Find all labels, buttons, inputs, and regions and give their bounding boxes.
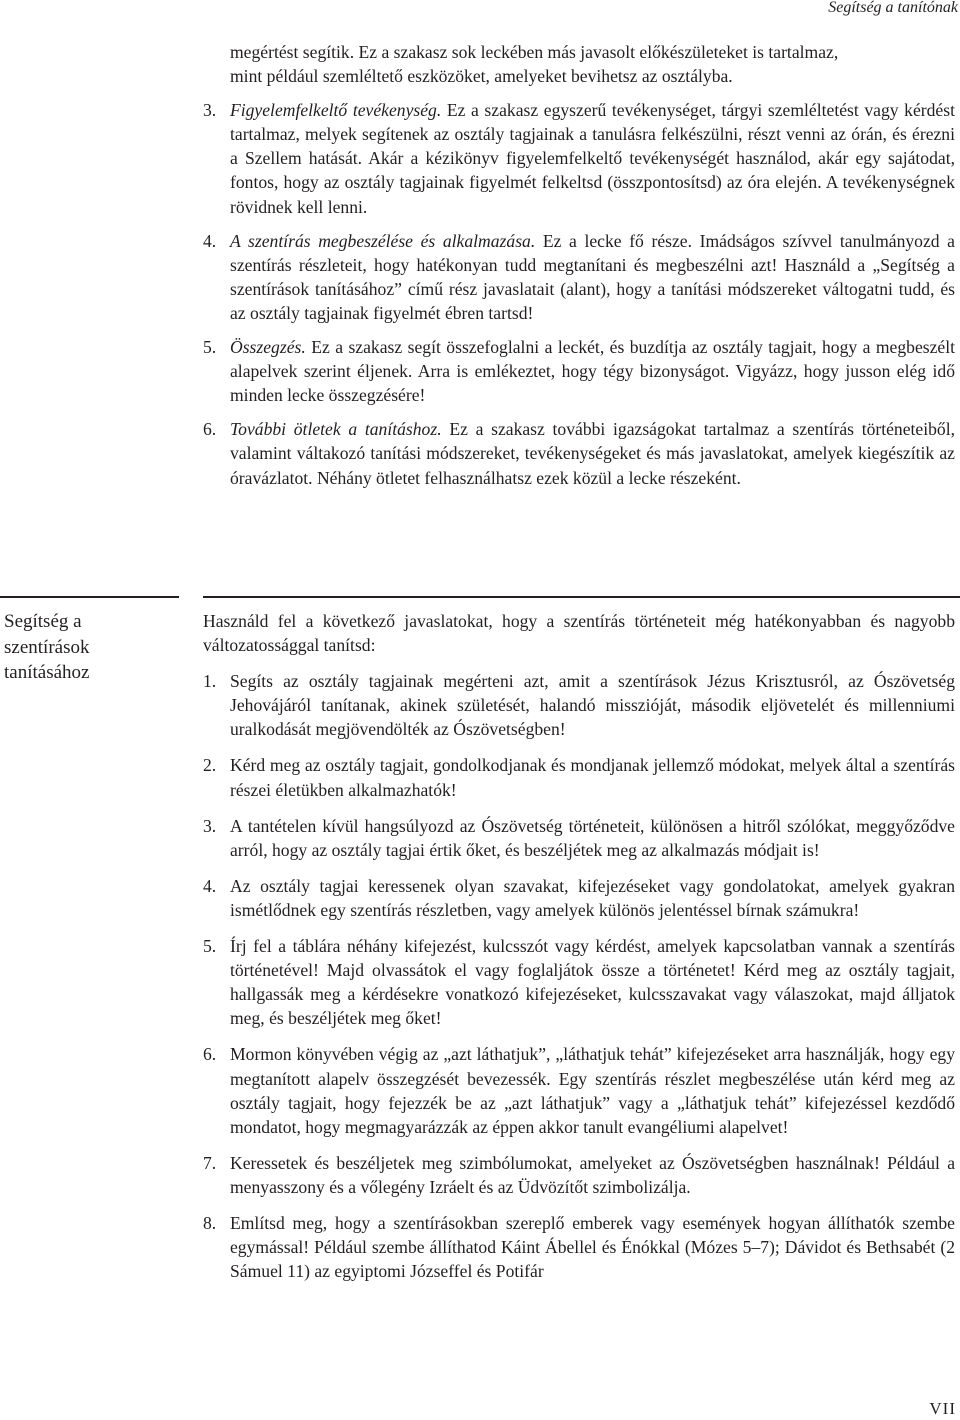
tip-text: Keressetek és beszéljetek meg szimbólumokat, amelyeket az Ószövetségben használnak! Például a menyasszony és a vőlegény Izráelt és az Üdvözítőt szimbolizálja. <box>230 1152 955 1197</box>
tip-number: 5. <box>203 936 217 957</box>
sidebar-heading-line: szentírások <box>4 636 90 658</box>
tip-item <box>203 1151 955 1199</box>
page-number: VII <box>929 1399 956 1418</box>
tip-text: Mormon könyvében végig az „azt láthatjuk”, „láthatjuk tehát” kifejezéseket arra használják, hogy egy megtanított alapelv összegzését bevezessék. Egy szentírás részlet megbeszélése után kérd meg az osztály tagjait, hogy fejezzék be az „azt láthatjuk” vagy a „láthatjuk tehát” kifejezéssel kezdődő mondatot, hogy megmagyarázzák az éppen akkor tanult evangéliumi alapelvet! <box>230 1044 955 1137</box>
item-title: Figyelemfelkeltő tevékenység. <box>230 100 442 121</box>
continued-paragraph <box>203 40 955 88</box>
tip-number: 4. <box>203 875 217 896</box>
lesson-part-item <box>203 98 955 218</box>
item-title: További ötletek a tanításhoz. <box>230 419 442 440</box>
section-divider-right <box>203 596 960 598</box>
item-text: Ez a szakasz segít összefoglalni a leckét, és buzdítja az osztály tagjait, hogy a megbeszélt alapelvek szerint éljenek. Arra is emlékeztet, hogy tégy bizonyságot. Vigyázz, hogy jusson elég idő minden lecke összegzésére! <box>230 337 956 406</box>
tip-text: Említsd meg, hogy a szentírásokban szereplő emberek vagy események hogyan állíthatók szembe egymással! Például szembe állíthatod Káint Ábellel és Énókkal (Mózes 5–7); Dávidot és Bethsabét (2 Sámuel 11) az egyiptomi Józseffel és Potifár <box>230 1212 955 1282</box>
sidebar-heading-line: Segítség a <box>4 611 82 632</box>
tips-intro: Használd fel a következő javaslatokat, hogy a szentírás történeteit még hatékonyabban és nagyobb változatossággal tanítsd: <box>203 611 955 656</box>
item-number: 4. <box>203 230 217 251</box>
lesson-parts-list <box>203 40 955 490</box>
item-text: Ez a szakasz egyszerű tevékenységet, tárgyi szemléltetést vagy kérdést tartalmaz, melyek segítenek az osztály tagjainak a tanulásra felkészülni, részt venni az órán, és érezni a Szellem hatását. Akár a kézikönyv figyelemfelkeltő tevékenységét használod, akár egy sajátodat, fontos, hogy az osztály tagjainak figyelmét felkeltsd (összpontosítsd) az óra elején. A tevékenységnek rövidnek kell lenni. <box>230 100 955 217</box>
tip-text: A tantételen kívül hangsúlyozd az Ószövetség történeteit, különösen a hitről szólókat, meggyőződve arról, hogy az osztály tagjai értik őket, és beszéljétek meg az alkalmazás módjait is! <box>230 815 955 860</box>
lesson-part-item <box>203 229 955 325</box>
tip-number: 3. <box>203 815 217 836</box>
tip-text: Kérd meg az osztály tagjait, gondolkodjanak és mondjanak jellemző módokat, melyek által a szentírás részei életükben alkalmazhatók! <box>230 755 955 800</box>
tip-item <box>203 814 955 862</box>
lesson-part-item <box>203 335 955 407</box>
item-text: Ez a lecke fő része. Imádságos szívvel tanulmányozd a szentírás részleteit, hogy hatékonyan tudd megtanítani és megbeszélni azt! Használd a „Segítség a szentírások tanításához” című rész javaslatait (alant), hogy a tanítási módszereket váltogatni tudd, és az osztály tagjainak figyelmét ébren tartsd! <box>230 230 955 323</box>
lesson-part-item <box>203 417 955 489</box>
tip-item <box>203 874 955 922</box>
sidebar-heading-line: tanításához <box>4 662 90 683</box>
tip-number: 6. <box>203 1044 217 1065</box>
item-title: Összegzés. <box>230 337 306 358</box>
item-number: 5. <box>203 337 217 358</box>
tip-text: Írj fel a táblára néhány kifejezést, kulcsszót vagy kérdést, amelyek kapcsolatban vannak a szentírás történetével! Majd olvassátok el vagy foglaljátok össze a történetet! Kérd meg az osztály tagjait, hallgassák meg a kérdésekre vonatkozó kifejezéseket, kulcsszavakat vagy válaszokat, majd álljatok meg, és beszéljétek meg őket! <box>230 936 955 1029</box>
item-number: 3. <box>203 100 217 121</box>
sidebar-heading <box>4 609 174 686</box>
tip-item <box>203 1042 955 1138</box>
item-number: 6. <box>203 419 217 440</box>
continued-line: megértést segítik. Ez a szakasz sok leckében más javasolt előkészületeket is tartalmaz, <box>230 42 839 62</box>
running-header: Segítség a tanítónak <box>828 0 958 16</box>
tip-number: 2. <box>203 755 217 776</box>
section-divider-left <box>0 596 179 598</box>
tip-text: Az osztály tagjai keressenek olyan szavakat, kifejezéseket vagy gondolatokat, amelyek gyakran ismétlődnek egy szentírás részletben, vagy amelyek különös jelentéssel bírnak számukra! <box>230 875 955 920</box>
continued-line: mint például szemléltető eszközöket, amelyeket bevihetsz az osztályba. <box>230 66 733 87</box>
tip-item <box>203 934 955 1030</box>
tip-item <box>203 1211 955 1283</box>
tip-number: 8. <box>203 1212 217 1233</box>
tip-text: Segíts az osztály tagjainak megérteni azt, amit a szentírások Jézus Krisztusról, az Ószövetség Jehovájáról tanítanak, akinek születését, halandó misszióját, második eljövetelét és millenniumi uralkodását megjövendölték az Ószövetségben! <box>230 671 955 740</box>
tip-item <box>203 669 955 741</box>
scripture-teaching-tips <box>203 609 955 1283</box>
item-text: Ez a szakasz további igazságokat tartalmaz a szentírás történeteiből, valamint váltakozó tanítási módszereket, tevékenységeket és más javaslatokat, amelyek kiegészítik az óravázlatot. Néhány ötletet felhasználhatsz ezek közül a lecke részeként. <box>230 419 956 488</box>
tip-item <box>203 753 955 801</box>
tip-number: 7. <box>203 1152 217 1173</box>
item-title: A szentírás megbeszélése és alkalmazása. <box>230 230 536 251</box>
tip-number: 1. <box>203 671 217 692</box>
